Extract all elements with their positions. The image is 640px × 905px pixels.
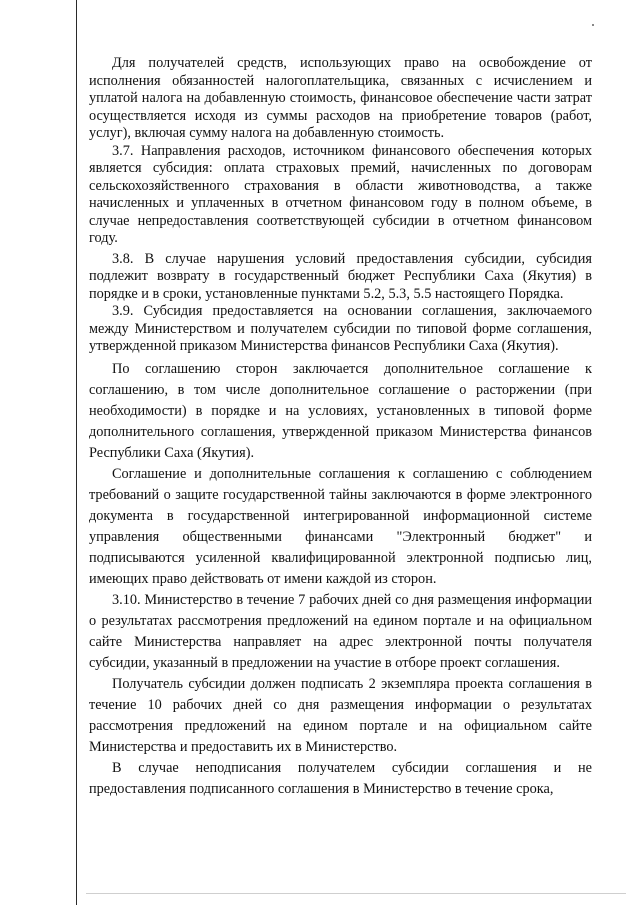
- paragraph-non-signing: В случае неподписания получателем субсидии соглашения и не предоставления подписанного соглашения в Министерство в течение срока,: [89, 759, 592, 797]
- paragraph-3-10: 3.10. Министерство в течение 7 рабочих дней со дня размещения информации о результатах рассмотрения предложений на едином портале и на официальном сайте Министерства направляет на адрес электронной почты получателя субсидии, указанный в предложении на участие в отборе проект соглашения.: [89, 591, 592, 671]
- paragraph-additional-agreement: По соглашению сторон заключается дополнительное соглашение к соглашению, в том числе дополнительное соглашение о расторжении (при необходимости) в порядке и на условиях, установленных в типовой форме дополнительного соглашения, утвержденной приказом Министерства финансов Республики Саха (Якутия).: [89, 360, 592, 461]
- binding-margin-line: [76, 0, 77, 905]
- scan-bottom-edge: [86, 893, 626, 894]
- paragraph-signing-deadline: Получатель субсидии должен подписать 2 экземпляра проекта соглашения в течение 10 рабочих дней со дня размещения информации о результатах рассмотрения предложений на едином портале и на официальном сайте Министерства и предоставить их в Министерство.: [89, 675, 592, 755]
- paragraph-electronic-budget: Соглашение и дополнительные соглашения к соглашению с соблюдением требований о защите государственной тайны заключаются в форме электронного документа в государственной интегрированной информационной системе управления общественными финансами "Электронный бюджет" и подписываются усиленной квалифицированной электронной подписью лиц, имеющих право действовать от имени каждой из сторон.: [89, 465, 592, 587]
- paragraph-3-9: 3.9. Субсидия предоставляется на основании соглашения, заключаемого между Министерством и получателем субсидии по типовой форме соглашения, утвержденной приказом Министерства финансов Республики Саха (Якутия).: [89, 303, 592, 354]
- scan-speck: [592, 24, 594, 26]
- document-page: [89, 55, 592, 800]
- paragraph-vat-exemption: Для получателей средств, использующих право на освобождение от исполнения обязанностей налогоплательщика, связанных с исчислением и уплатой налога на добавленную стоимость, финансовое обеспечение части затрат осуществляется исходя из суммы расходов на приобретение товаров (работ, услуг), включая сумму налога на добавленную стоимость.: [89, 55, 592, 141]
- paragraph-3-7: 3.7. Направления расходов, источником финансового обеспечения которых является субсидия: оплата страховых премий, начисленных по договорам сельскохозяйственного страхования в области животноводства, а также начисленных и уплаченных в отчетном финансовом году в полном объеме, в случае непредоставления соответствующей субсидии в отчетном финансовом году.: [89, 142, 592, 246]
- paragraph-3-8: 3.8. В случае нарушения условий предоставления субсидии, субсидия подлежит возврату в государственный бюджет Республики Саха (Якутия) в порядке и в сроки, установленные пунктами 5.2, 5.3, 5.5 настоящего Порядка.: [89, 250, 592, 302]
